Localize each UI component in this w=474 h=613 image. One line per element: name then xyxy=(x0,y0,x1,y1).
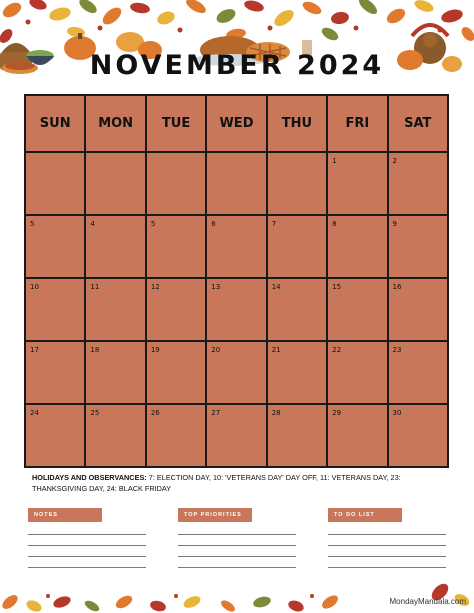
writing-line xyxy=(328,534,446,535)
week-row xyxy=(25,278,448,341)
day-cell xyxy=(267,152,327,215)
week-row xyxy=(25,152,448,215)
day-cell xyxy=(206,215,266,278)
day-number: 20 xyxy=(211,346,221,354)
day-number: 17 xyxy=(30,346,39,354)
day-number: 12 xyxy=(150,283,160,291)
day-cell xyxy=(25,278,85,341)
day-cell xyxy=(146,215,206,278)
day-number: 6 xyxy=(211,220,216,228)
writing-line xyxy=(178,545,296,546)
day-cell xyxy=(85,278,145,341)
day-number: 5 xyxy=(30,220,35,228)
weekday-wed: WED xyxy=(206,95,266,152)
day-number: 1 xyxy=(332,157,337,165)
weekday-header-row xyxy=(25,95,448,152)
day-number xyxy=(86,153,144,157)
day-number: 10 xyxy=(30,283,39,291)
day-cell xyxy=(388,341,448,404)
day-number: 15 xyxy=(332,283,342,291)
notes-section xyxy=(28,508,148,568)
day-cell xyxy=(327,278,387,341)
day-number: 28 xyxy=(271,409,281,417)
day-number xyxy=(207,153,265,157)
week-row xyxy=(25,215,448,278)
day-number: 4 xyxy=(90,220,95,228)
day-number: 25 xyxy=(90,409,100,417)
week-row xyxy=(25,341,448,404)
weekday-fri: FRI xyxy=(327,95,387,152)
writing-line xyxy=(28,545,146,546)
day-cell xyxy=(267,215,327,278)
day-number: 26 xyxy=(150,409,160,417)
holidays-observances xyxy=(32,472,442,494)
day-number: 11 xyxy=(90,283,100,291)
day-cell xyxy=(25,215,85,278)
writing-line xyxy=(28,567,146,568)
top-priorities-section xyxy=(178,508,298,568)
writing-line xyxy=(328,556,446,557)
day-cell xyxy=(206,341,266,404)
day-number: 5 xyxy=(150,220,156,228)
day-number: 22 xyxy=(332,346,342,354)
day-cell xyxy=(327,152,387,215)
writing-line xyxy=(178,567,296,568)
writing-line xyxy=(178,556,296,557)
day-cell xyxy=(206,404,266,467)
day-cell xyxy=(206,152,266,215)
day-cell xyxy=(85,341,145,404)
day-cell xyxy=(25,404,85,467)
holidays-heading: HOLIDAYS AND OBSERVANCES: xyxy=(32,473,147,482)
day-number: 2 xyxy=(392,157,397,165)
day-number: 24 xyxy=(30,409,39,417)
day-cell xyxy=(388,278,448,341)
day-cell xyxy=(327,404,387,467)
day-cell xyxy=(85,152,145,215)
calendar-grid xyxy=(24,94,449,468)
day-number: 13 xyxy=(211,283,221,291)
day-cell xyxy=(327,215,387,278)
day-number xyxy=(147,153,205,157)
day-cell xyxy=(146,341,206,404)
weekday-sat: SAT xyxy=(388,95,448,152)
day-number: 19 xyxy=(150,346,160,354)
weekday-sun: SUN xyxy=(25,95,85,152)
weekday-tue: TUE xyxy=(146,95,206,152)
weekday-mon: MON xyxy=(85,95,145,152)
writing-line xyxy=(28,534,146,535)
day-number: 18 xyxy=(90,346,100,354)
writing-line xyxy=(178,534,296,535)
day-cell xyxy=(146,404,206,467)
day-number: 27 xyxy=(211,409,221,417)
day-number: 30 xyxy=(392,409,402,417)
day-cell xyxy=(327,341,387,404)
top-priorities-header: TOP PRIORITIES xyxy=(178,508,252,522)
notes-header: NOTES xyxy=(28,508,102,522)
day-number xyxy=(26,153,84,157)
day-number: 29 xyxy=(332,409,342,417)
day-cell xyxy=(388,215,448,278)
day-cell xyxy=(146,152,206,215)
day-number: 21 xyxy=(271,346,281,354)
day-number: 8 xyxy=(332,220,337,228)
day-cell xyxy=(25,152,85,215)
month-title: NOVEMBER 2024 xyxy=(89,50,385,81)
watermark: MondayMandala.com xyxy=(389,597,466,606)
day-cell xyxy=(146,278,206,341)
writing-line xyxy=(28,556,146,557)
day-number: 7 xyxy=(271,220,277,228)
day-cell xyxy=(267,278,327,341)
day-number: 23 xyxy=(392,346,402,354)
writing-line xyxy=(328,545,446,546)
day-number: 14 xyxy=(271,283,281,291)
day-cell xyxy=(85,404,145,467)
day-cell xyxy=(388,404,448,467)
day-number xyxy=(268,153,326,157)
day-cell xyxy=(25,341,85,404)
todo-list-header: TO DO LIST xyxy=(328,508,402,522)
todo-list-section xyxy=(328,508,448,568)
week-row xyxy=(25,404,448,467)
day-cell xyxy=(267,404,327,467)
writing-line xyxy=(328,567,446,568)
holidays-text: 7: ELECTION DAY, 10: 'VETERANS DAY' DAY OFF, 11: VETERANS DAY, 23: THANKSGIVING DAY, 24: BLACK FRIDAY xyxy=(32,473,401,493)
day-number: 16 xyxy=(392,283,402,291)
day-cell xyxy=(85,215,145,278)
day-number: 9 xyxy=(392,220,397,228)
day-cell xyxy=(267,341,327,404)
weekday-thu: THU xyxy=(267,95,327,152)
day-cell xyxy=(388,152,448,215)
day-cell xyxy=(206,278,266,341)
